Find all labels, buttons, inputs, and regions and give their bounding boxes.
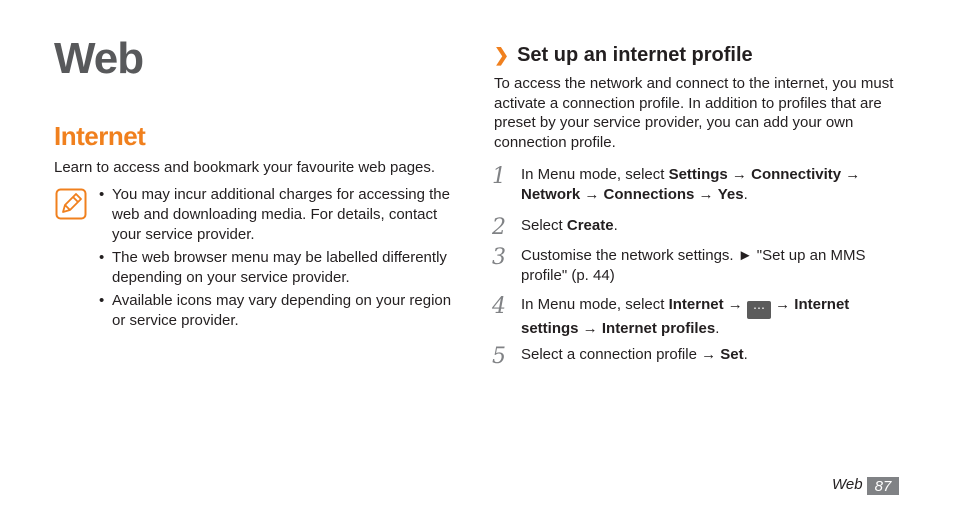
step-text: Customise the network settings. ► "Set up an MMS profile" (p. 44) [521,247,866,284]
step-text: In Menu mode, select [521,296,669,313]
step-item [490,215,618,240]
subsection-title-text: Set up an internet profile [517,44,753,66]
note-pencil-icon [55,188,87,220]
note-text: You may incur additional charges for accessing the web and downloading media. For details, contact your service provider. [112,186,450,243]
step-text: . [613,217,618,234]
step-text: . [715,320,720,337]
note-text: Available icons may vary depending on your region or service provider. [112,292,452,329]
arrow: → [694,185,718,203]
subsection-intro: To access the network and connect to the internet, you must activate a connection profile. In addition to profiles that are preset by your service provider, you can add your own connection profile. [494,75,894,151]
arrow: → [578,320,602,337]
list-item [99,185,464,245]
menu-path-item: Connections [603,185,695,203]
arrow: → [723,296,747,313]
bullet: • [99,249,105,266]
step-text: In Menu mode, select [521,166,669,183]
step-number: 1 [492,164,506,189]
menu-path-item: Set [720,346,744,363]
step-number: 5 [492,344,506,369]
menu-path-item: Internet [668,296,724,313]
chapter-title: Web [54,34,144,83]
step-number: 2 [492,215,506,240]
step-item [490,165,860,204]
arrow: → [841,166,861,183]
section-title: Internet [54,121,146,151]
menu-path-item: Internet settings [521,296,850,337]
menu-path-item: Create [566,217,614,234]
menu-path-item: Network [521,185,581,203]
footer-section-label: Web [832,476,863,493]
list-item [99,291,464,331]
step-text: . [743,185,748,203]
step-item [490,295,895,339]
more-menu-icon: ⋯ [747,301,771,319]
step-text: . [743,346,748,363]
chevron-right-icon: ❯ [494,45,510,65]
step-text: Select [521,217,567,234]
step-number: 4 [492,294,506,319]
note-list [99,185,464,334]
menu-path-item: Settings [668,166,728,183]
step-item [490,246,895,285]
menu-path-item: Yes [717,185,744,203]
bullet: • [99,292,105,309]
page-number-badge: 87 [867,477,899,495]
arrow: → [727,166,752,183]
step-item [490,344,748,369]
list-item [99,248,464,288]
section-intro: Learn to access and bookmark your favourite web pages. [54,159,436,176]
note-text: The web browser menu may be labelled differently depending on your service provider. [112,249,447,286]
menu-path-item: Internet profiles [601,320,716,337]
subsection-title [494,44,753,67]
arrow: → [580,185,604,203]
step-number: 3 [492,245,506,270]
bullet: • [99,186,105,203]
arrow: → [770,296,795,313]
step-text: Select a connection profile → [521,346,721,363]
menu-path-item: Connectivity [751,166,842,183]
